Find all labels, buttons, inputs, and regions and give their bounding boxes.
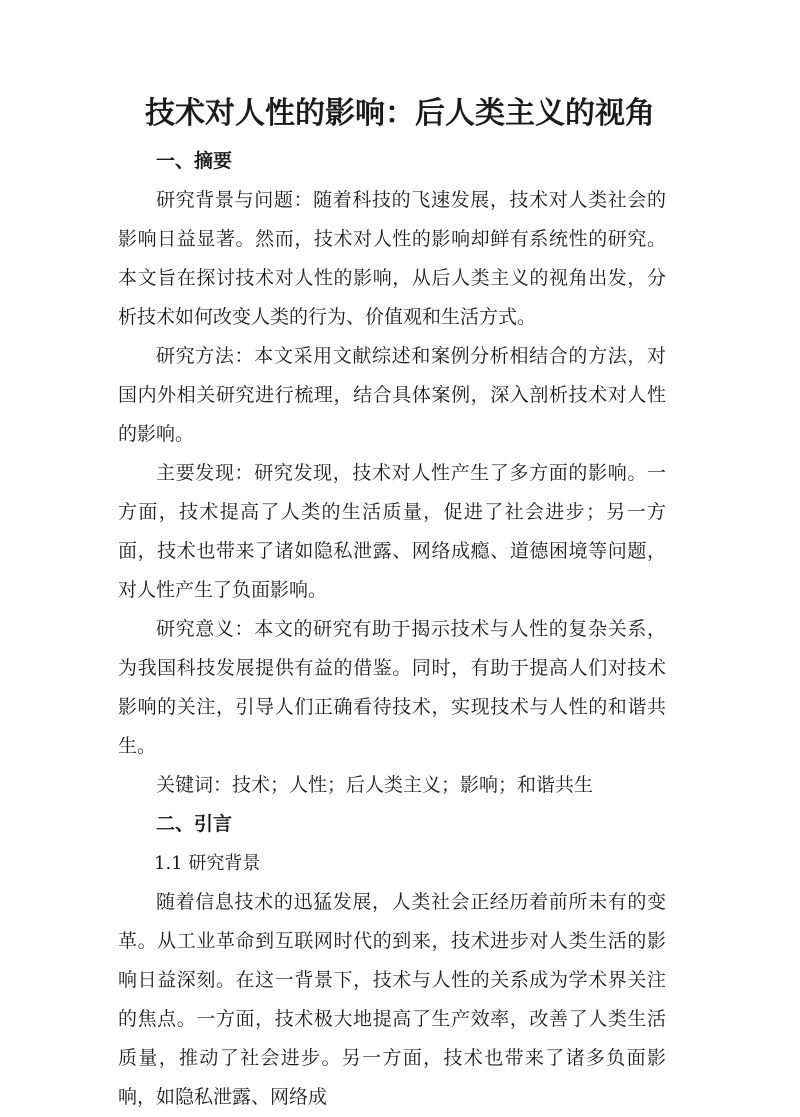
abstract-paragraph-background: 研究背景与问题：随着科技的飞速发展，技术对人类社会的影响日益显著。然而，技术对人性的影响却鲜有系统性的研究。本文旨在探讨技术对人性的影响，从后人类主义的视角出发，分析技术如何改变人类的行为、价值观和生活方式。 xyxy=(118,189,666,328)
abstract-paragraph-significance: 研究意义：本文的研究有助于揭示技术与人性的复杂关系，为我国科技发展提供有益的借鉴。同时，有助于提高人们对技术影响的关注，引导人们正确看待技术，实现技术与人性的和谐共生。 xyxy=(118,618,666,757)
section-heading-abstract: 一、摘要 xyxy=(156,150,233,172)
document-body xyxy=(118,142,666,1117)
section-heading-introduction: 二、引言 xyxy=(156,813,233,835)
introduction-paragraph: 随着信息技术的迅猛发展，人类社会正经历着前所未有的变革。从工业革命到互联网时代的到来，技术进步对人类生活的影响日益深刻。在这一背景下，技术与人性的关系成为学术界关注的焦点。一方面，技术极大地提高了生产效率，改善了人类生活质量，推动了社会进步。另一方面，技术也带来了诸多负面影响，如隐私泄露、网络成 xyxy=(118,891,666,1108)
page-title: 技术对人性的影响：后人类主义的视角 xyxy=(145,96,655,131)
abstract-paragraph-method: 研究方法：本文采用文献综述和案例分析相结合的方法，对国内外相关研究进行梳理，结合具体案例，深入剖析技术对人性的影响。 xyxy=(118,345,666,445)
abstract-paragraph-findings: 主要发现：研究发现，技术对人性产生了多方面的影响。一方面，技术提高了人类的生活质量，促进了社会进步；另一方面，技术也带来了诸如隐私泄露、网络成瘾、道德困境等问题，对人性产生了负面影响。 xyxy=(118,462,666,601)
subsection-heading-background: 1.1 研究背景 xyxy=(154,853,261,874)
keywords-line: 关键词：技术；人性；后人类主义；影响；和谐共生 xyxy=(156,774,594,796)
